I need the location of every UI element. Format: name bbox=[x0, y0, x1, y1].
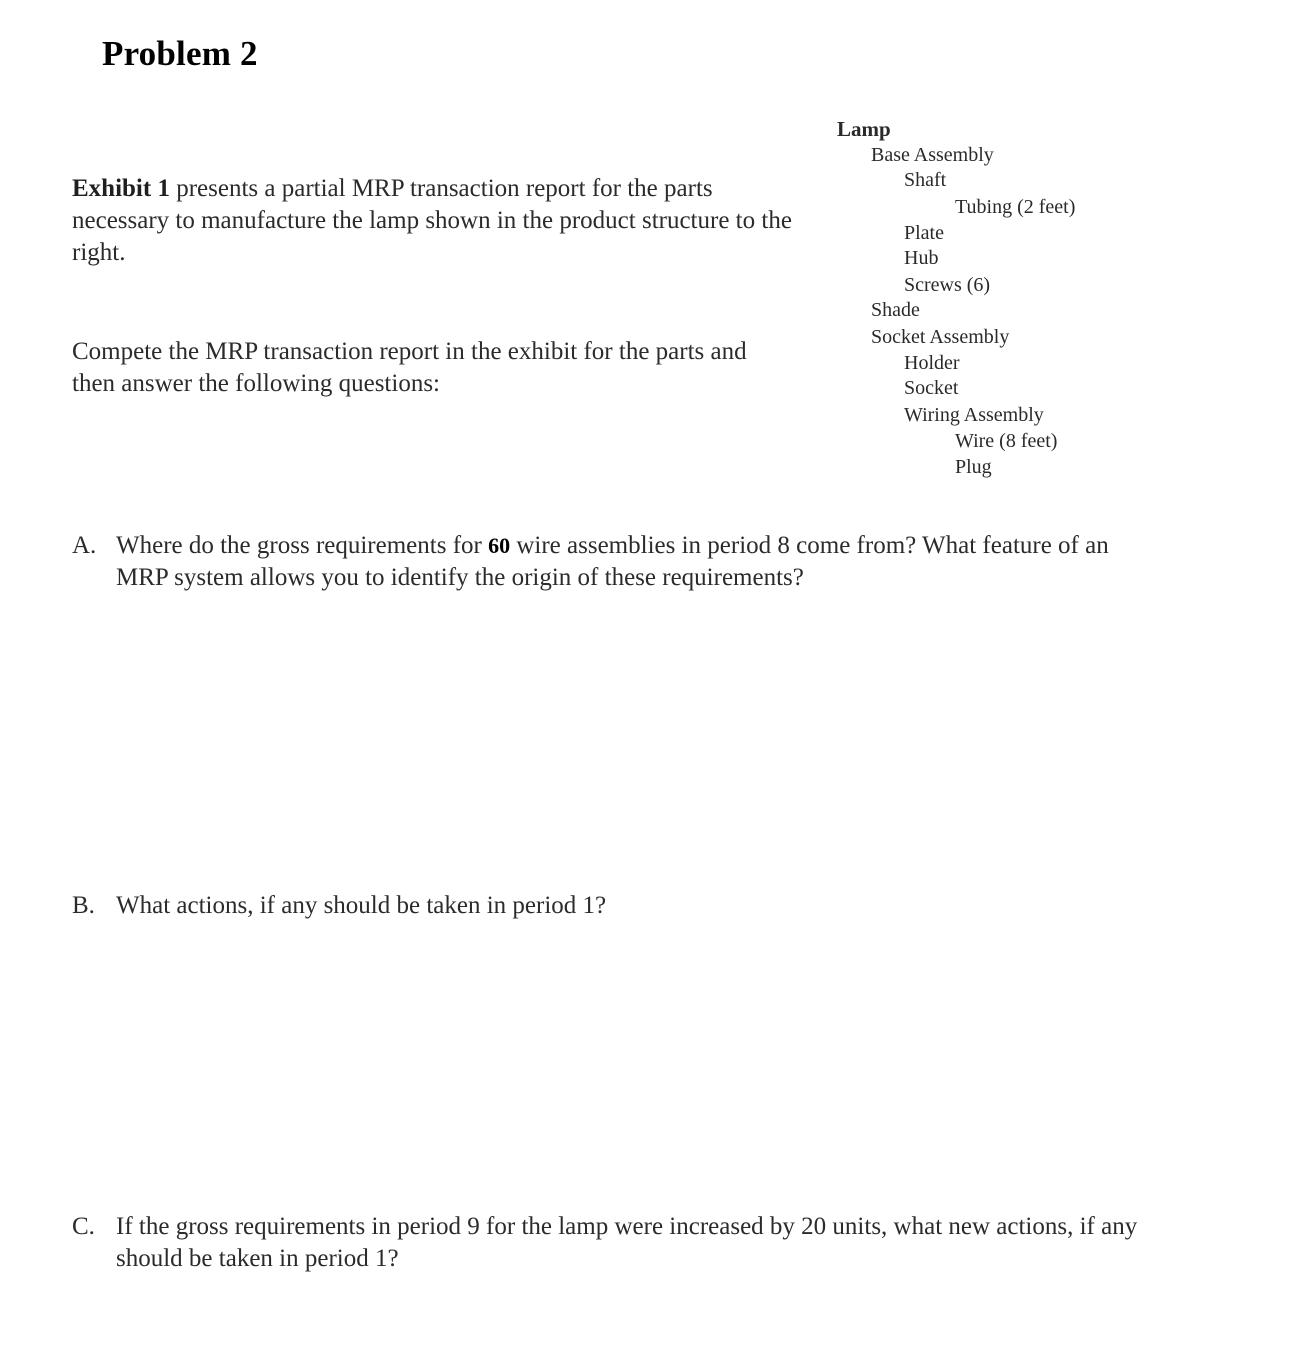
question-a-number: 60 bbox=[488, 533, 511, 558]
page-title: Problem 2 bbox=[102, 34, 258, 73]
tree-node-plate: Plate bbox=[904, 222, 944, 244]
question-a bbox=[72, 530, 1152, 594]
tree-node-holder: Holder bbox=[904, 352, 960, 374]
instruction-paragraph: Compete the MRP transaction report in the exhibit for the parts and then answer the following questions: bbox=[72, 338, 747, 397]
intro-text: presents a partial MRP transaction report for the parts necessary to manufacture the lamp shown in the product structure to the right. bbox=[72, 175, 792, 266]
tree-node-wiring-assembly: Wiring Assembly bbox=[904, 404, 1044, 426]
tree-node-wire: Wire (8 feet) bbox=[955, 430, 1058, 452]
question-c-letter: C. bbox=[72, 1213, 95, 1240]
tree-node-hub: Hub bbox=[904, 247, 939, 269]
product-structure-tree bbox=[0, 0, 1304, 500]
tree-node-base-assembly: Base Assembly bbox=[871, 144, 994, 166]
question-a-letter: A. bbox=[72, 532, 97, 559]
question-c-text: If the gross requirements in period 9 for the lamp were increased by 20 units, what new actions, if any should be taken in period 1? bbox=[116, 1213, 1138, 1272]
exhibit-reference: Exhibit 1 bbox=[72, 175, 170, 202]
tree-node-socket: Socket bbox=[904, 377, 959, 399]
tree-node-shaft: Shaft bbox=[904, 169, 947, 191]
tree-node-socket-assembly: Socket Assembly bbox=[871, 326, 1010, 348]
question-b-text: What actions, if any should be taken in period 1? bbox=[116, 892, 607, 919]
tree-node-plug: Plug bbox=[955, 456, 992, 478]
tree-node-tubing: Tubing (2 feet) bbox=[955, 196, 1076, 218]
question-b bbox=[72, 890, 1152, 922]
question-b-letter: B. bbox=[72, 892, 95, 919]
tree-node-shade: Shade bbox=[871, 299, 920, 321]
tree-node-lamp: Lamp bbox=[837, 117, 891, 141]
question-c bbox=[72, 1211, 1152, 1275]
question-a-text: Where do the gross requirements for 60 wire assemblies in period 8 come from? What feature of an MRP system allows you to identify the origin of these requirements? bbox=[116, 532, 1109, 591]
tree-node-screws: Screws (6) bbox=[904, 274, 991, 296]
